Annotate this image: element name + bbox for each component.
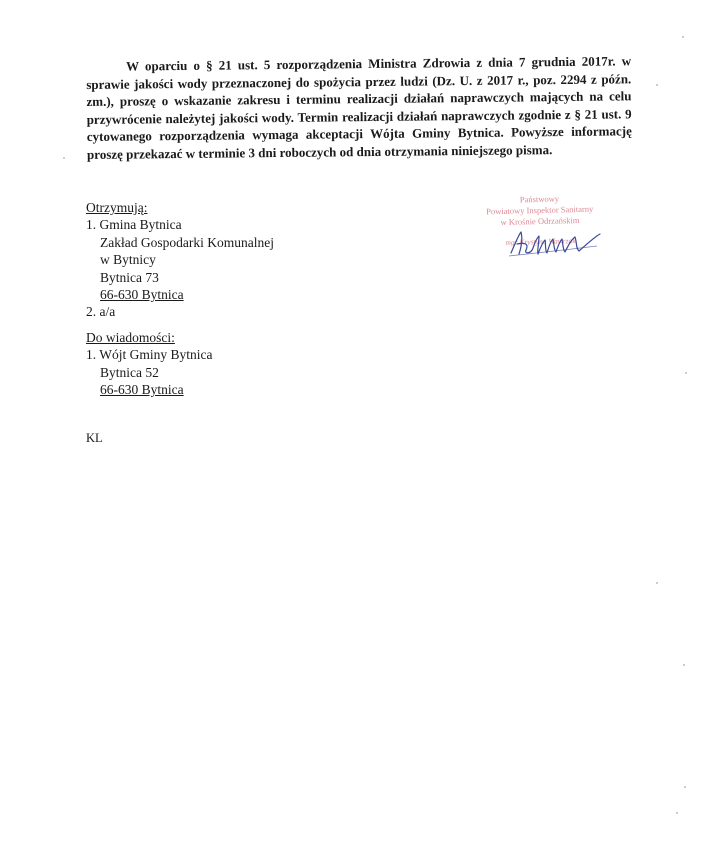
recipient-1-locality: w Bytnicy <box>100 252 156 268</box>
stamp-line-4: mgr Krystyna Wawrzak <box>505 236 576 247</box>
for-information-block <box>86 329 213 399</box>
recipient-1-department: Zakład Gospodarki Komunalnej <box>100 234 274 250</box>
scan-speck <box>683 664 685 666</box>
stamp-line-2: Powiatowy Inspektor Sanitarny <box>486 203 594 217</box>
recipient-1-name: 1. Gmina Bytnica <box>86 217 182 233</box>
scan-speck <box>656 582 658 584</box>
info-recipient-1-postcode: 66-630 Bytnica <box>100 382 184 398</box>
scan-speck <box>682 36 684 38</box>
scan-speck <box>63 157 65 159</box>
recipients-heading: Otrzymują: <box>86 200 148 215</box>
info-recipient-1-street: Bytnica 52 <box>100 364 159 380</box>
recipient-2: 2. a/a <box>86 304 116 320</box>
letter-body-paragraph: W oparciu o § 21 ust. 5 rozporządzenia Ministra Zdrowia z dnia 7 grudnia 2017r. w sprawie jakości wody przeznaczonej do spożycia przez ludzi (Dz. U. z 2017 r., poz. 2294 z późn. zm.), proszę o wskazanie zakresu i terminu realizacji działań naprawczych mających na celu przywrócenie należytej jakości wody. Termin realizacji działań naprawczych zgodnie z § 21 ust. 9 cytowanego rozporządzenia wymaga akceptacji Wójta Gminy Bytnica. Powyższe informację proszę przekazać w terminie 3 dni roboczych od dnia otrzymania niniejszego pisma. <box>86 53 632 162</box>
handwritten-signature <box>505 226 605 260</box>
info-recipient-1-name: 1. Wójt Gminy Bytnica <box>86 347 213 363</box>
for-information-heading: Do wiadomości: <box>86 330 175 345</box>
stamp-line-1: Państwowy <box>519 193 560 205</box>
recipient-1-street: Bytnica 73 <box>100 269 159 285</box>
scan-speck <box>656 84 658 86</box>
scan-speck <box>676 812 678 814</box>
recipient-1-postcode: 66-630 Bytnica <box>100 287 184 303</box>
scan-speck <box>685 372 687 374</box>
scan-speck <box>684 786 686 788</box>
author-initials: KL <box>86 431 103 445</box>
stamp-line-3: w Krośnie Odrzańskim <box>500 214 580 228</box>
recipients-block <box>86 199 274 321</box>
